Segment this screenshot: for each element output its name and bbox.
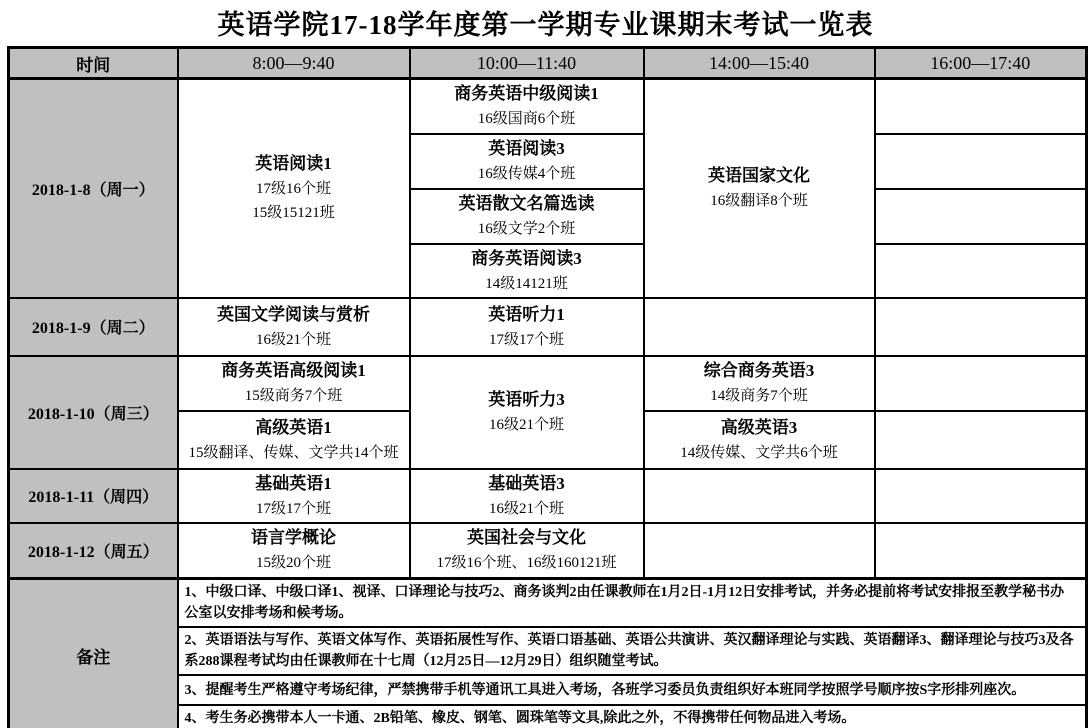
course-name: 英语听力1	[488, 304, 565, 324]
page-title: 英语学院17-18学年度第一学期专业课期末考试一览表	[217, 10, 874, 40]
date-cell-friday: 2018-1-12（周五）	[9, 523, 178, 579]
class-info: 15级商务7个班	[244, 388, 343, 404]
course-cell	[644, 79, 875, 298]
class-info: 16级传媒4个班	[477, 166, 576, 182]
row-friday	[9, 523, 1087, 579]
row-wednesday-1	[9, 356, 1087, 411]
course-cell	[178, 411, 410, 469]
course-cell	[644, 411, 875, 469]
class-info: 17级17个班	[488, 331, 564, 348]
course-name: 基础英语1	[255, 473, 332, 493]
course-cell	[178, 469, 410, 523]
exam-schedule-table	[7, 46, 1088, 728]
course-cell	[178, 298, 410, 356]
class-info: 16级国商6个班	[477, 111, 576, 128]
class-info: 16级21个班	[255, 331, 331, 348]
note-text: 3、提醒考生严格遵守考场纪律，严禁携带手机等通讯工具进入考场，各班学习委员负责组织好本班同学按照学号顺序按S字形排列座次。	[178, 675, 1087, 705]
course-name: 基础英语3	[488, 473, 565, 493]
class-info: 17级17个班	[255, 500, 331, 517]
class-info: 14级14121班	[485, 275, 568, 292]
empty-cell	[875, 244, 1087, 298]
empty-cell	[875, 134, 1087, 189]
empty-cell	[875, 469, 1087, 523]
course-name: 综合商务英语3	[703, 361, 815, 380]
course-name: 英国文学阅读与赏析	[217, 304, 370, 324]
class-info: 17级16个班	[255, 181, 331, 198]
course-cell	[410, 356, 644, 469]
note-text: 2、英语语法与写作、英语文体写作、英语拓展性写作、英语口语基础、英语公共演讲、英汉翻译理论与实践、英语翻译3、翻译理论与技巧3及各系288课程考试均由任课教师在十七周（12月25日—12月29日）组织随堂考试。	[178, 627, 1087, 675]
course-name: 商务英语中级阅读1	[454, 84, 599, 104]
empty-cell	[875, 79, 1087, 134]
class-info: 16级翻译8个班	[710, 193, 808, 210]
course-name: 英语听力3	[488, 390, 565, 409]
row-tuesday	[9, 298, 1087, 356]
empty-cell	[644, 523, 875, 579]
date-cell-thursday: 2018-1-11（周四）	[9, 469, 178, 523]
course-name: 高级英语1	[255, 417, 332, 437]
empty-cell	[875, 523, 1087, 579]
header-slot-3: 14:00—15:40	[644, 48, 875, 79]
class-info: 15级15121班	[252, 205, 335, 222]
course-name: 语言学概论	[251, 528, 336, 548]
course-cell	[410, 298, 644, 356]
course-name: 商务英语阅读3	[471, 248, 582, 268]
row-thursday	[9, 469, 1087, 523]
class-info: 16级文学2个班	[477, 221, 576, 237]
course-cell	[410, 79, 644, 134]
note-text: 4、考生务必携带本人一卡通、2B铅笔、橡皮、钢笔、圆珠笔等文具,除此之外，不得携带任何物品进入考场。	[178, 705, 1087, 728]
course-cell	[410, 134, 644, 189]
empty-cell	[644, 298, 875, 356]
remarks-label: 备注	[9, 579, 178, 728]
course-name: 英语散文名篇选读	[458, 194, 595, 213]
empty-cell	[875, 411, 1087, 469]
course-name: 高级英语3	[720, 417, 798, 437]
class-info: 16级21个班	[488, 500, 564, 517]
course-cell	[178, 523, 410, 579]
course-cell	[410, 523, 644, 579]
empty-cell	[875, 356, 1087, 411]
class-info: 16级21个班	[488, 417, 564, 433]
header-slot-4: 16:00—17:40	[875, 48, 1087, 79]
header-slot-1: 8:00—9:40	[178, 48, 410, 79]
date-cell-tuesday: 2018-1-9（周二）	[9, 298, 178, 356]
empty-cell	[644, 469, 875, 523]
course-cell	[178, 356, 410, 411]
empty-cell	[875, 298, 1087, 356]
course-cell	[410, 244, 644, 298]
row-monday-1	[9, 79, 1087, 134]
course-cell	[410, 189, 644, 244]
date-cell-wednesday: 2018-1-10（周三）	[9, 356, 178, 469]
course-name: 英国社会与文化	[467, 528, 586, 548]
header-slot-2: 10:00—11:40	[410, 48, 644, 79]
course-name: 英语阅读1	[255, 154, 332, 174]
course-cell	[644, 356, 875, 411]
class-info: 14级商务7个班	[710, 388, 808, 404]
header-row	[9, 48, 1087, 79]
empty-cell	[875, 189, 1087, 244]
course-name: 英语阅读3	[488, 139, 565, 158]
course-cell	[178, 79, 410, 298]
class-info: 17级16个班、16级160121班	[436, 555, 617, 572]
class-info: 15级20个班	[255, 555, 331, 572]
note-text: 1、中级口译、中级口译1、视译、口译理论与技巧2、商务谈判2由任课教师在1月2日-1月12日安排考试，并务必提前将考试安排报至教学秘书办公室以安排考场和候考场。	[178, 579, 1087, 628]
header-time-label: 时间	[9, 48, 178, 79]
date-cell-monday: 2018-1-8（周一）	[9, 79, 178, 298]
course-name: 商务英语高级阅读1	[221, 361, 366, 380]
row-note-1	[9, 579, 1087, 628]
class-info: 15级翻译、传媒、文学共14个班	[188, 444, 399, 461]
course-cell	[410, 469, 644, 523]
course-name: 英语国家文化	[708, 166, 810, 186]
class-info: 14级传媒、文学共6个班	[680, 444, 838, 461]
